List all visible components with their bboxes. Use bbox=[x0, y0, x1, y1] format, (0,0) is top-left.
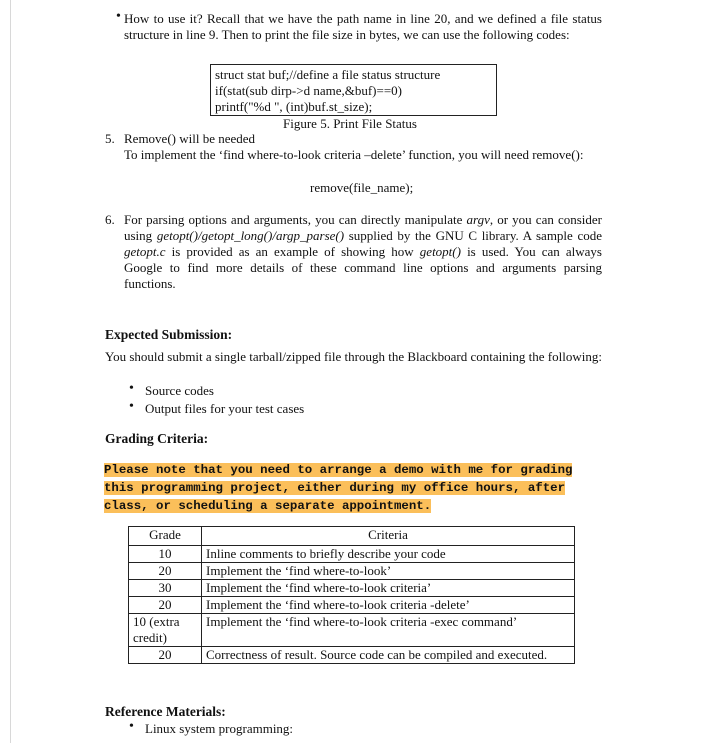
code-line-3: printf("%d ", (int)buf.st_size); bbox=[215, 99, 373, 114]
criteria-cell: Implement the ‘find where-to-look criteria’ bbox=[202, 580, 575, 597]
getopt-func: getopt() bbox=[419, 244, 461, 259]
code-box-file-status bbox=[210, 64, 497, 116]
criteria-cell: Implement the ‘find where-to-look criteria -exec command’ bbox=[202, 614, 575, 647]
grade-cell: 20 bbox=[129, 647, 202, 664]
table-row bbox=[129, 563, 575, 580]
criteria-cell: Correctness of result. Source code can be compiled and executed. bbox=[202, 647, 575, 664]
header-grade: Grade bbox=[129, 527, 202, 546]
criteria-cell: Implement the ‘find where-to-look’ bbox=[202, 563, 575, 580]
bullet-how-to-use: • bbox=[116, 9, 121, 24]
references-bullet-1: Linux system programming: bbox=[145, 721, 294, 736]
figure-caption: Figure 5. Print File Status bbox=[283, 116, 417, 131]
table-row bbox=[129, 647, 575, 664]
table-row bbox=[129, 614, 575, 647]
item6-number: 6. bbox=[105, 212, 115, 227]
table-row bbox=[129, 580, 575, 597]
table-header-row bbox=[129, 527, 575, 546]
getopt-file: getopt.c bbox=[124, 244, 166, 259]
criteria-cell: Inline comments to briefly describe your code bbox=[202, 546, 575, 563]
how-to-use-paragraph: How to use it? Recall that we have the path name in line 20, and we defined a file status structure in line 9. Then to print the file size in bytes, we can use the following codes: bbox=[124, 11, 602, 42]
table-row bbox=[129, 546, 575, 563]
submission-bullet-1: Source codes bbox=[145, 383, 214, 398]
item6-paragraph: For parsing options and arguments, you can directly manipulate argv, or you can consider using getopt()/getopt_long()/argp_parse() supplied by the GNU C library. A sample code getopt.c is provided as an example of showing how getopt() is used. You can always Google to find more details of these command line options and arguments parsing functions. bbox=[124, 212, 602, 291]
criteria-cell: Implement the ‘find where-to-look criteria -delete’ bbox=[202, 597, 575, 614]
header-criteria: Criteria bbox=[202, 527, 575, 546]
references-heading: Reference Materials: bbox=[105, 704, 226, 719]
submission-heading: Expected Submission: bbox=[105, 327, 233, 342]
grading-table bbox=[128, 526, 575, 664]
code-line-2: if(stat(sub dirp->d name,&buf)==0) bbox=[215, 83, 402, 98]
item5-title: Remove() will be needed bbox=[124, 131, 256, 146]
item5-code: remove(file_name); bbox=[310, 180, 414, 195]
submission-text: You should submit a single tarball/zipped file through the Blackboard containing the following: bbox=[105, 349, 602, 364]
grading-heading: Grading Criteria: bbox=[105, 431, 209, 446]
submission-bullet-2: Output files for your test cases bbox=[145, 401, 305, 416]
item5-text: To implement the ‘find where-to-look criteria –delete’ function, you will need remove(): bbox=[124, 147, 584, 162]
submission-bullet-1-dot: • bbox=[129, 381, 134, 396]
grade-cell: 20 bbox=[129, 563, 202, 580]
code-line-1: struct stat buf;//define a file status structure bbox=[215, 67, 441, 82]
grading-note-highlight: Please note that you need to arrange a demo with me for grading this programming project, either during my office hours, after class, or scheduling a separate appointment. bbox=[104, 463, 573, 513]
submission-bullet-2-dot: • bbox=[129, 399, 134, 414]
argv-term: argv bbox=[466, 212, 490, 227]
table-row bbox=[129, 597, 575, 614]
grade-cell: 30 bbox=[129, 580, 202, 597]
grade-cell: 20 bbox=[129, 597, 202, 614]
grade-cell: 10 bbox=[129, 546, 202, 563]
item5-number: 5. bbox=[105, 131, 115, 146]
grading-note bbox=[104, 461, 604, 515]
getopt-functions: getopt()/getopt_long()/argp_parse() bbox=[156, 228, 345, 243]
references-bullet-1-dot: • bbox=[129, 719, 134, 734]
grade-cell: 10 (extra credit) bbox=[129, 614, 202, 647]
